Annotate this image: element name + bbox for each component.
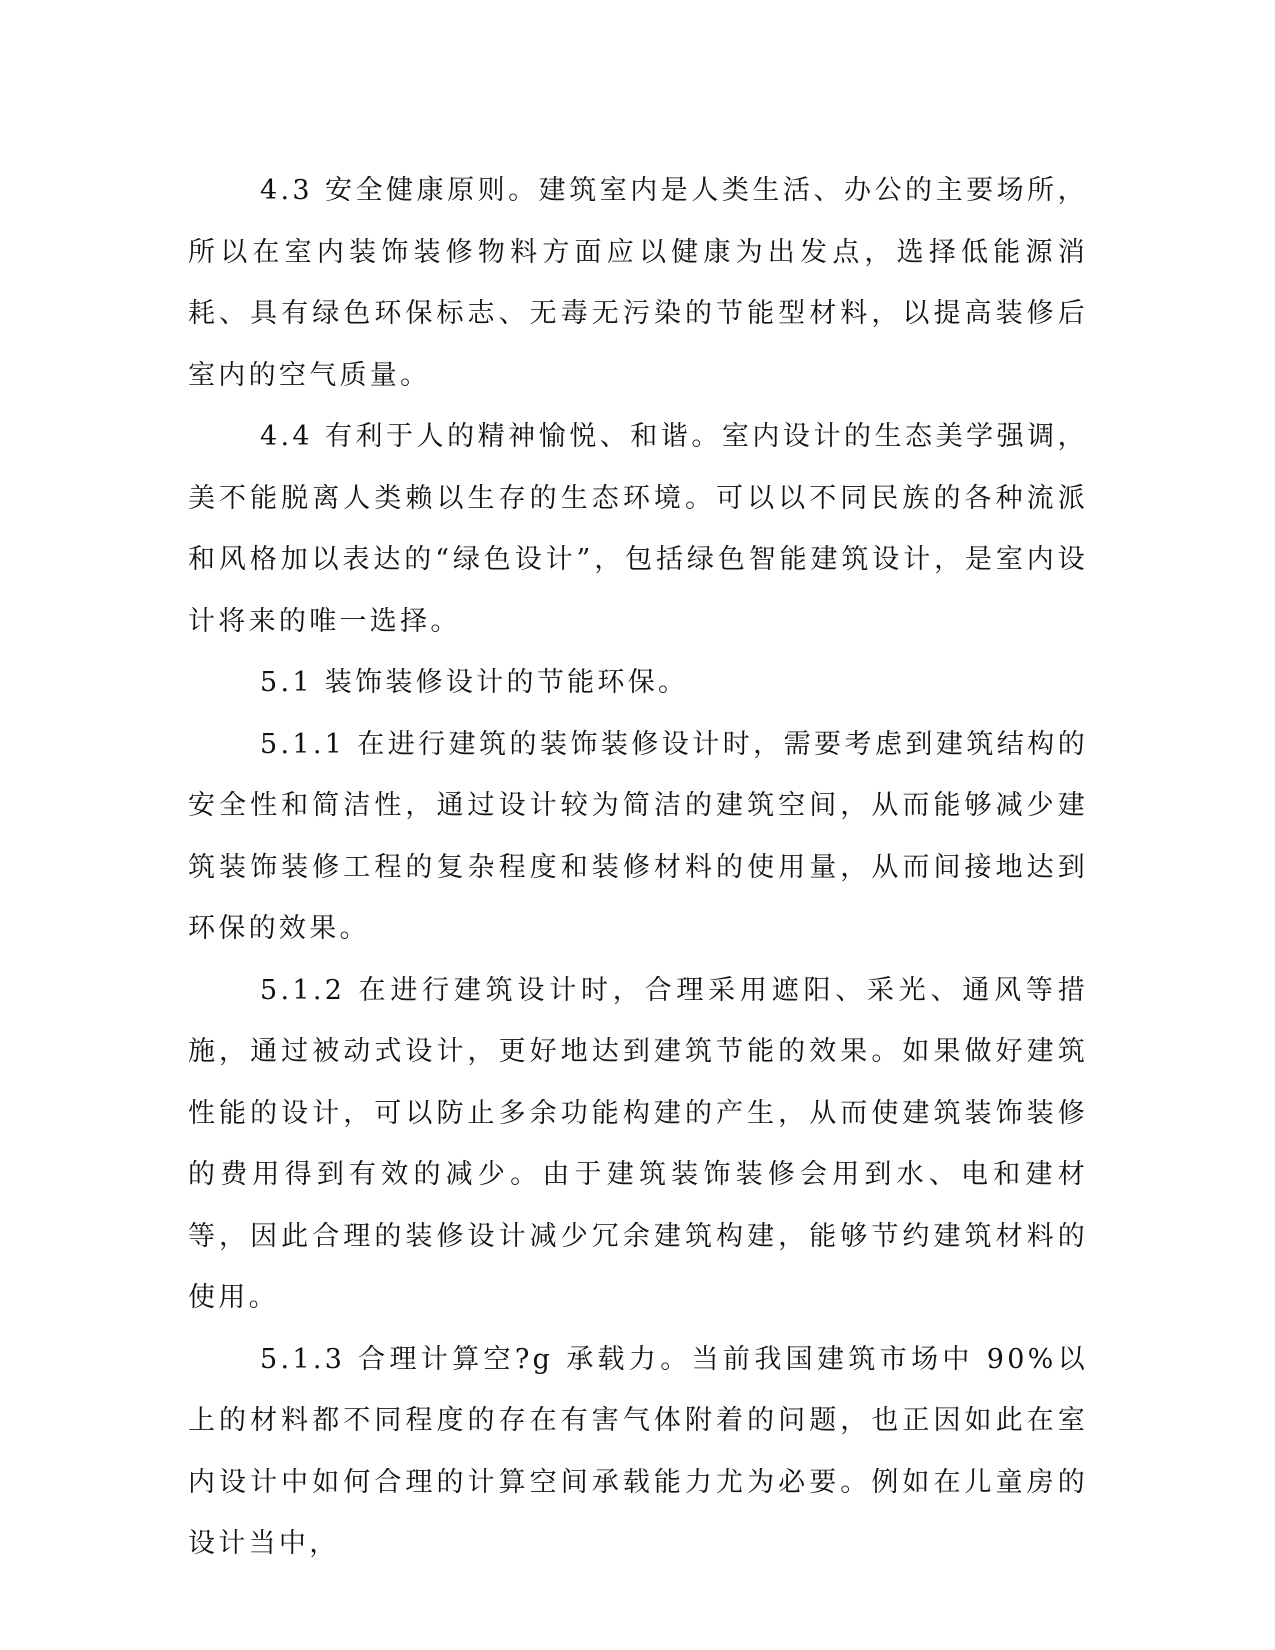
body-text <box>188 160 1088 1575</box>
paragraph-5-1-3: 5.1.3 合理计算空?g 承载力。当前我国建筑市场中 90%以上的材料都不同程度的存在有害气体附着的问题，也正因如此在室内设计中如何合理的计算空间承载能力尤为必要。例如在儿童房的设计当中， <box>188 1343 1088 1559</box>
paragraph-4-3: 4.3 安全健康原则。建筑室内是人类生活、办公的主要场所，所以在室内装饰装修物料方面应以健康为出发点，选择低能源消耗、具有绿色环保标志、无毒无污染的节能型材料，以提高装修后室内的空气质量。 <box>188 175 1088 391</box>
paragraph-5-1-1: 5.1.1 在进行建筑的装饰装修设计时，需要考虑到建筑结构的安全性和简洁性，通过设计较为简洁的建筑空间，从而能够减少建筑装饰装修工程的复杂程度和装修材料的使用量，从而间接地达到环保的效果。 <box>188 728 1088 944</box>
paragraph-5-1: 5.1 装饰装修设计的节能环保。 <box>260 667 689 698</box>
paragraph-4-4: 4.4 有利于人的精神愉悦、和谐。室内设计的生态美学强调，美不能脱离人类赖以生存的生态环境。可以以不同民族的各种流派和风格加以表达的“绿色设计”，包括绿色智能建筑设计，是室内设计将来的唯一选择。 <box>188 421 1088 637</box>
paragraph-5-1-2: 5.1.2 在进行建筑设计时，合理采用遮阳、采光、通风等措施，通过被动式设计，更好地达到建筑节能的效果。如果做好建筑性能的设计，可以防止多余功能构建的产生，从而使建筑装饰装修的费用得到有效的减少。由于建筑装饰装修会用到水、电和建材等，因此合理的装修设计减少冗余建筑构建，能够节约建筑材料的使用。 <box>188 974 1088 1313</box>
